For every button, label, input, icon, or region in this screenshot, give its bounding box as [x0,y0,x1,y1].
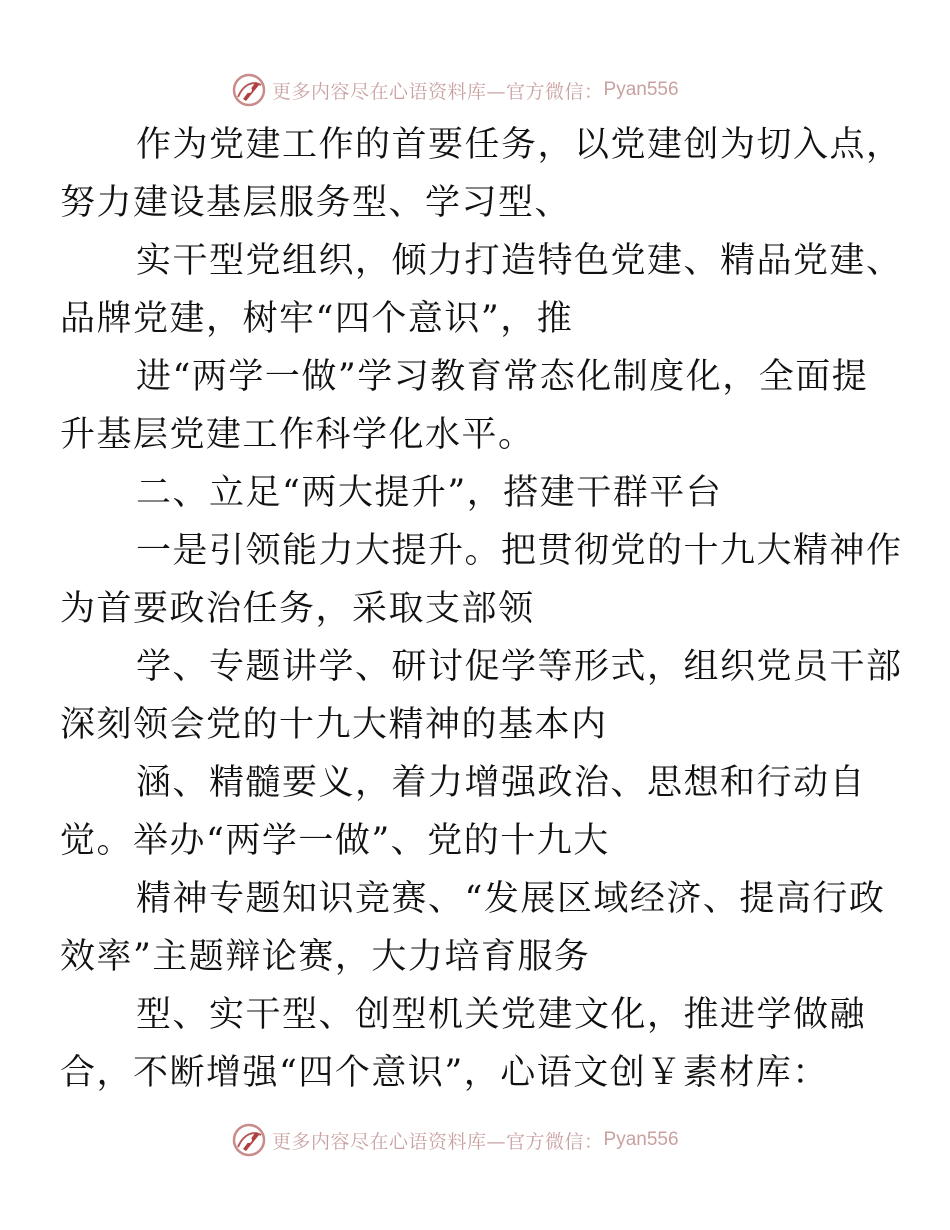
text-line: 二、立足“两大提升”，搭建干群平台 [136,473,723,513]
text-line: 精神专题知识竞赛、“发展区域经济、提高行政 [136,879,886,919]
text-line: 型、实干型、创型机关党建文化，推进学做融 [136,995,867,1035]
text-line: 努力建设基层服务型、学习型、 [60,183,572,223]
paragraph [60,348,869,464]
paragraph [60,638,903,754]
paragraph [60,870,886,986]
pen-logo-icon [232,1123,266,1157]
watermark-brand: Pyan556 [603,79,679,100]
text-line: 一是引领能力大提升。把贯彻党的十九大精神作 [136,531,903,571]
watermark-text: 更多内容尽在心语资料库—官方微信： [272,1130,604,1153]
text-line: 实干型党组织，倾力打造特色党建、精品党建、 [136,241,903,281]
section-heading [98,464,858,522]
paragraph [60,116,903,232]
text-line: 觉。举办“两学一做”、党的十九大 [60,821,610,861]
paragraph [60,232,903,348]
pen-logo-icon [232,73,266,107]
paragraph [60,522,903,638]
watermark-text: 更多内容尽在心语资料库—官方微信： [272,80,604,103]
document-body [60,116,903,1102]
text-line: 合，不断增强“四个意识”，心语文创￥素材库： [60,1053,829,1093]
paragraph [60,986,867,1102]
text-line: 学、专题讲学、研讨促学等形式，组织党员干部 [136,647,903,687]
text-line: 涵、精髓要义，着力增强政治、思想和行动自 [136,763,867,803]
text-line: 深刻领会党的十九大精神的基本内 [60,705,608,745]
text-line: 进“两学一做”学习教育常态化制度化，全面提 [136,357,869,397]
text-line: 效率”主题辩论赛，大力培育服务 [60,937,591,977]
paragraph [60,754,867,870]
header-watermark [232,72,679,108]
text-line: 作为党建工作的首要任务，以党建创为切入点， [136,125,903,165]
text-line: 品牌党建，树牢“四个意识”，推 [60,299,574,339]
watermark-brand: Pyan556 [603,1129,679,1150]
text-line: 为首要政治任务，采取支部领 [60,589,535,629]
text-line: 升基层党建工作科学化水平。 [60,415,535,455]
footer-watermark [232,1122,679,1158]
